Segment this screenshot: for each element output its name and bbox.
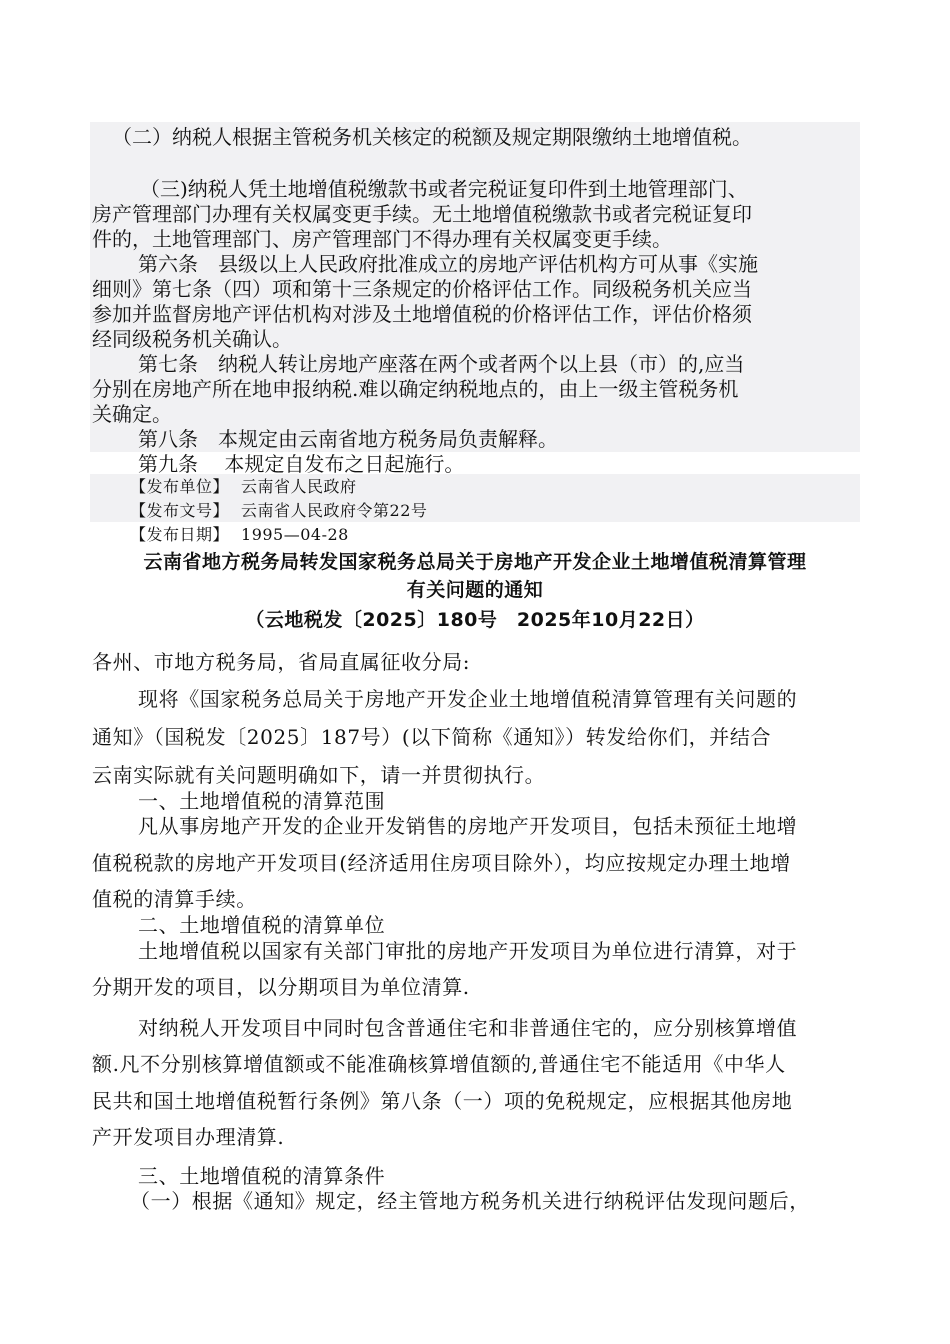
- article-6-line: 细则》第七条（四）项和第十三条规定的价格评估工作。同级税务机关应当: [92, 277, 752, 301]
- section-2-paragraph-line: 额.凡不分别核算增值额或不能准确核算增值额的,普通住宅不能适用《中华人: [92, 1052, 786, 1076]
- section-2-paragraph-line: 对纳税人开发项目中同时包含普通住宅和非普通住宅的，应分别核算增值: [138, 1016, 798, 1040]
- paragraph-2-line: （二）纳税人根据主管税务机关核定的税额及规定期限缴纳土地增值税。: [112, 125, 752, 149]
- notice-subtitle: （云地税发〔2025〕180号 2025年10月22日）: [245, 609, 705, 631]
- doc-number-value: 云南省人民政府令第22号: [241, 501, 428, 520]
- section-1-heading: 一、土地增值税的清算范围: [138, 789, 386, 813]
- article-6-line: 参加并监督房地产评估机构对涉及土地增值税的价格评估工作，评估价格须: [92, 302, 752, 326]
- section-2-paragraph-line: 产开发项目办理清算.: [92, 1125, 285, 1149]
- date-label: 【发布日期】: [130, 525, 230, 544]
- article-6-line: 第六条 县级以上人民政府批准成立的房地产评估机构方可从事《实施: [138, 252, 758, 276]
- section-2-paragraph-line: 民共和国土地增值税暂行条例》第八条（一）项的免税规定，应根据其他房地: [92, 1089, 793, 1113]
- notice-title-line: 云南省地方税务局转发国家税务总局关于房地产开发企业土地增值税清算管理: [143, 551, 807, 573]
- article-7-line: 关确定。: [92, 402, 172, 426]
- article-7-line: 分别在房地产所在地申报纳税.难以确定纳税地点的，由上一级主管税务机: [92, 377, 739, 401]
- section-1-line: 值税税款的房地产开发项目(经济适用住房项目除外），均应按规定办理土地增: [92, 851, 791, 875]
- section-3-line: （一）根据《通知》规定，经主管地方税务机关进行纳税评估发现问题后，: [130, 1189, 810, 1213]
- issuer-label: 【发布单位】: [130, 477, 230, 496]
- article-8-line: 第八条 本规定由云南省地方税务局负责解释。: [138, 427, 558, 451]
- issuer-value: 云南省人民政府: [241, 477, 357, 496]
- notice-title-line: 有关问题的通知: [406, 579, 544, 601]
- intro-line: 通知》（国税发〔2025〕187号）(以下简称《通知》）转发给你们，并结合: [92, 725, 772, 749]
- paragraph-3-line: （三)纳税人凭土地增值税缴款书或者完税证复印件到土地管理部门、: [140, 177, 748, 201]
- section-2-heading: 二、土地增值税的清算单位: [138, 913, 386, 937]
- date-value: 1995—04-28: [241, 525, 349, 544]
- section-1-line: 值税的清算手续。: [92, 887, 257, 911]
- section-2-line: 土地增值税以国家有关部门审批的房地产开发项目为单位进行清算，对于: [138, 939, 798, 963]
- doc-number-label: 【发布文号】: [130, 501, 230, 520]
- doc-number-row: [130, 500, 427, 522]
- addressee-line: 各州、市地方税务局，省局直属征收分局:: [92, 650, 471, 674]
- issuer-row: [130, 476, 357, 498]
- section-2-line: 分期开发的项目，以分期项目为单位清算.: [92, 975, 470, 999]
- article-6-line: 经同级税务机关确认。: [92, 327, 292, 351]
- date-row: [130, 524, 349, 546]
- article-9-line: 第九条 本规定自发布之日起施行。: [138, 452, 465, 476]
- section-3-heading: 三、土地增值税的清算条件: [138, 1164, 386, 1188]
- intro-line: 现将《国家税务总局关于房地产开发企业土地增值税清算管理有关问题的: [138, 687, 798, 711]
- section-1-line: 凡从事房地产开发的企业开发销售的房地产开发项目，包括未预征土地增: [138, 814, 798, 838]
- paragraph-3-line: 件的，土地管理部门、房产管理部门不得办理有关权属变更手续。: [92, 227, 672, 251]
- article-7-line: 第七条 纳税人转让房地产座落在两个或者两个以上县（市）的,应当: [138, 352, 745, 376]
- paragraph-3-line: 房产管理部门办理有关权属变更手续。无土地增值税缴款书或者完税证复印: [92, 202, 752, 226]
- intro-line: 云南实际就有关问题明确如下，请一并贯彻执行。: [92, 763, 546, 787]
